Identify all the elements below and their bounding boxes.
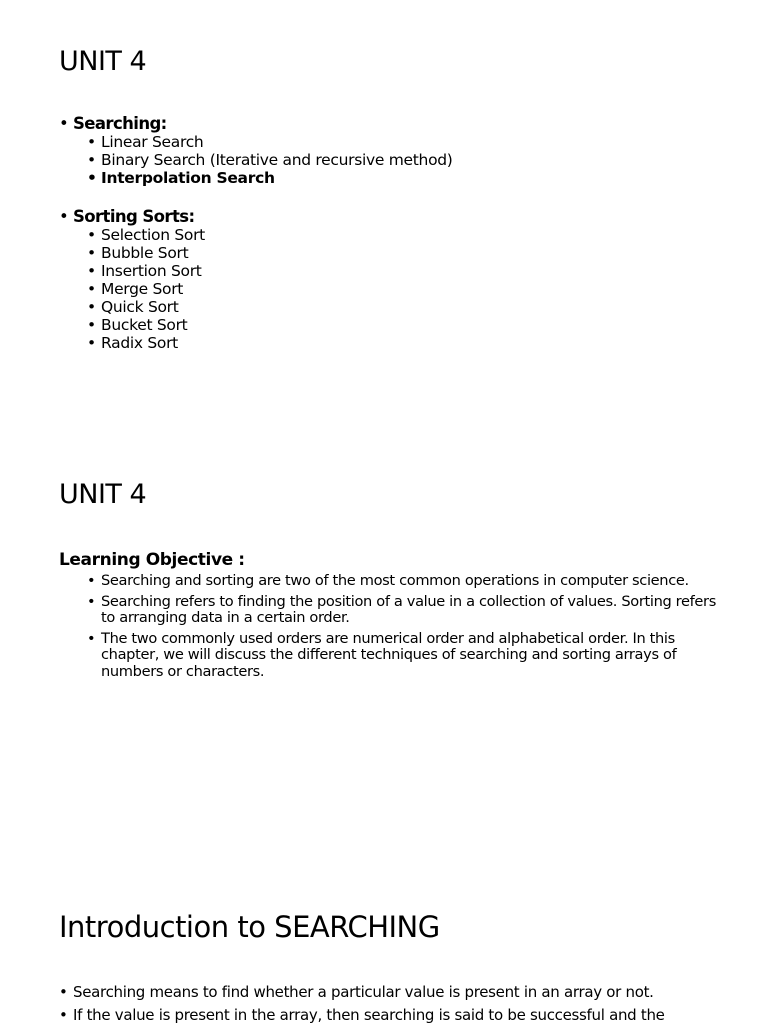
- list-item: • Binary Search (Iterative and recursive method): [87, 151, 709, 169]
- list-item: • Selection Sort: [87, 226, 709, 244]
- page-title: UNIT 4: [59, 479, 147, 510]
- objective-label: Learning Objective :: [59, 550, 245, 570]
- list-item: • Bubble Sort: [87, 244, 709, 262]
- list-item: • If the value is present in the array, then searching is said to be successful and the: [59, 1006, 739, 1024]
- page-title: Introduction to SEARCHING: [59, 910, 440, 944]
- list-item: • Searching refers to finding the position of a value in a collection of values. Sorting refers to arranging data in a certain order.: [87, 594, 717, 627]
- list-item: • Searching means to find whether a particular value is present in an array or not.: [59, 983, 739, 1001]
- intro-list: [59, 983, 739, 1029]
- list-item: • Linear Search: [87, 133, 709, 151]
- page-title: UNIT 4: [59, 46, 147, 77]
- list-item: • Radix Sort: [87, 334, 709, 352]
- list-item: • Searching and sorting are two of the most common operations in computer science.: [87, 573, 717, 590]
- list-item: • Merge Sort: [87, 280, 709, 298]
- list-item: • Bucket Sort: [87, 316, 709, 334]
- list-item: • Interpolation Search: [87, 169, 709, 187]
- list-item: • The two commonly used orders are numerical order and alphabetical order. In this chapter, we will discuss the different techniques of searching and sorting arrays of numbers or characters.: [87, 631, 717, 681]
- section-heading-searching: Searching:: [73, 114, 167, 133]
- list-item: • Quick Sort: [87, 298, 709, 316]
- list-item: • Insertion Sort: [87, 262, 709, 280]
- section-heading-sorting: Sorting Sorts:: [73, 207, 195, 226]
